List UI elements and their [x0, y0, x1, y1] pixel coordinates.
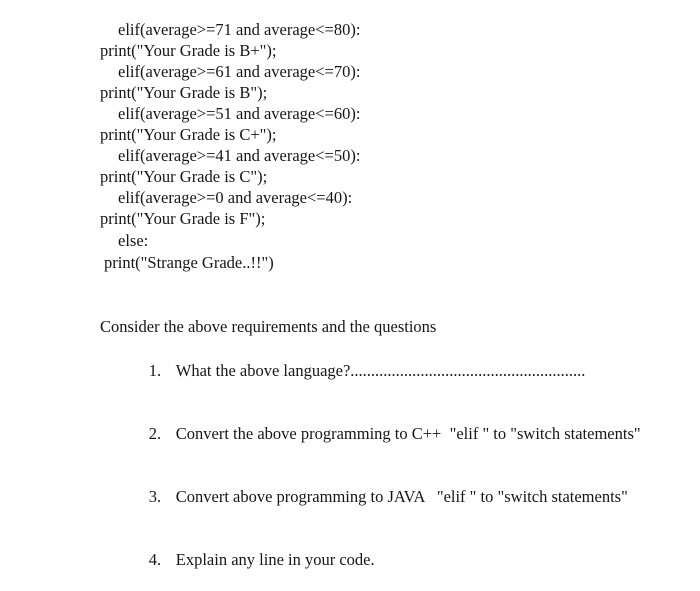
code-line-elif-c-plus: elif(average>=51 and average<=60): [118, 104, 361, 123]
code-line-else: else: [118, 231, 149, 250]
question-number: 1. [148, 361, 162, 380]
question-number: 2. [148, 424, 162, 443]
code-line-elif-b-plus: elif(average>=71 and average<=80): [118, 20, 361, 39]
question-item [124, 528, 641, 591]
question-text: Convert above programming to JAVA "elif " to "switch statements" [175, 487, 628, 506]
code-line-print-b: print("Your Grade is B"); [100, 83, 268, 102]
question-text: Convert the above programming to C++ "elif " to "switch statements" [175, 424, 641, 443]
code-line-print-f: print("Your Grade is F"); [100, 209, 266, 228]
questions-list [124, 339, 641, 591]
question-text: What the above language?......................................................... [175, 361, 586, 380]
code-line-elif-c: elif(average>=41 and average<=50): [118, 146, 361, 165]
question-number: 3. [148, 487, 162, 506]
question-item [124, 402, 641, 465]
code-line-elif-f: elif(average>=0 and average<=40): [118, 188, 353, 207]
question-item [124, 339, 641, 402]
code-line-print-c: print("Your Grade is C"); [100, 167, 268, 186]
code-line-elif-b: elif(average>=61 and average<=70): [118, 62, 361, 81]
question-text: Explain any line in your code. [175, 550, 375, 569]
question-number: 4. [148, 550, 162, 569]
question-item [124, 465, 641, 528]
code-line-print-c-plus: print("Your Grade is C+"); [100, 125, 277, 144]
questions-prompt: Consider the above requirements and the questions [100, 317, 437, 336]
code-line-print-b-plus: print("Your Grade is B+"); [100, 41, 277, 60]
code-line-print-strange: print("Strange Grade..!!") [104, 253, 274, 272]
